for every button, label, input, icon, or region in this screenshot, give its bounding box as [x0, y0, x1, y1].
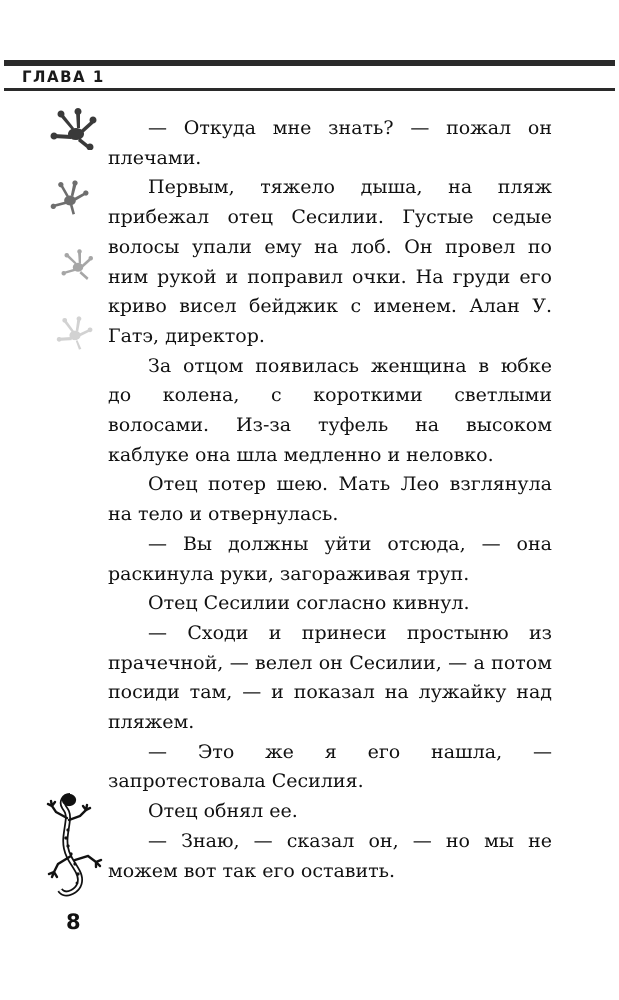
- paragraph: Отец потер шею. Мать Лео взглянула на тело и отвернулась.: [108, 473, 552, 526]
- paragraph: — Сходи и принеси простыню из прачечной, — велел он Сесилии, — а потом посиди там, — и показал на лужайку над пляжем.: [108, 621, 552, 734]
- header-rule-bottom: [4, 88, 615, 91]
- gecko-footprint-icon: [50, 180, 90, 216]
- gecko-footprint-icon: [50, 108, 98, 150]
- paragraph: — Это же я его нашла, — запротестовала Сесилия.: [108, 740, 552, 793]
- paragraph: — Знаю, — сказал он, — но мы не можем вот так его оставить.: [108, 829, 552, 882]
- paragraph: За отцом появилась женщина в юбке до колена, с короткими светлыми волосами. Из-за туфель на высоком каблуке она шла медленно и неловко.: [108, 354, 552, 466]
- paragraph: Первым, тяжело дыша, на пляж прибежал отец Сесилии. Густые седые волосы упали ему на лоб. Он провел по ним рукой и поправил очки. На груди его криво висел бейджик с именем. Алан У. Гатэ, директор.: [108, 176, 552, 347]
- paragraph: Отец Сесилии согласно кивнул.: [148, 592, 470, 615]
- gecko-footprint-icon: [56, 316, 94, 350]
- chapter-label: ГЛАВА 1: [22, 67, 105, 87]
- paragraph: Отец обнял ее.: [148, 800, 298, 823]
- paragraph: — Откуда мне знать? — пожал он плечами.: [108, 117, 552, 169]
- body-text: [108, 114, 552, 886]
- gecko-footprint-icon: [60, 248, 96, 282]
- paragraph: — Вы должны уйти отсюда, — она раскинула руки, загораживая труп.: [108, 532, 552, 585]
- gecko-icon: [44, 790, 108, 900]
- page-number: 8: [66, 910, 81, 934]
